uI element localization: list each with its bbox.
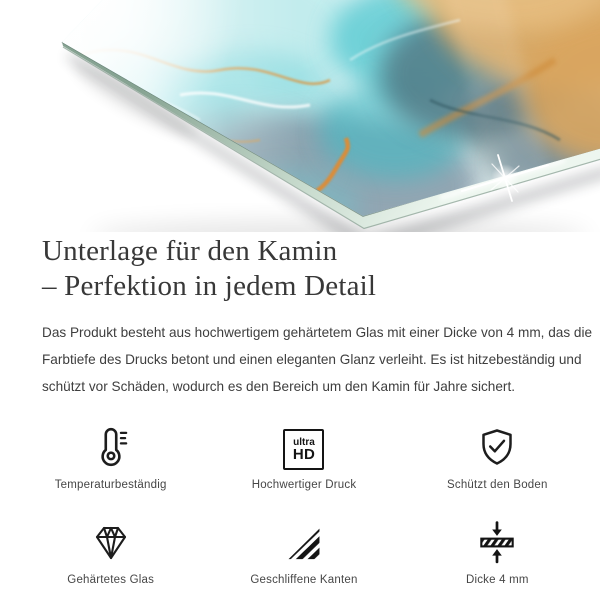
description-line: Farbtiefe des Drucks betont und einen eleganten Glanz verleiht. Es ist hitzebeständig und [42,352,582,367]
features-grid [14,420,594,586]
ultra-hd-icon [283,420,324,470]
feature-label: Dicke 4 mm [465,574,529,586]
feature-tempered-glass [14,515,207,586]
feature-label: Schützt den Boden [447,479,548,491]
compress-arrows-icon [474,515,520,565]
description-line: schützt vor Schäden, wodurch es den Bereich um den Kamin für Jahre sichert. [42,379,516,394]
description-line: Das Produkt besteht aus hochwertigem gehärtetem Glas mit einer Dicke von 4 mm, das die [42,325,593,340]
marble-glass-panel-illustration [0,0,600,232]
uhd-badge-top: ultra [293,436,315,448]
page-title-line1: Unterlage für den Kamin [42,235,338,267]
feature-label: Gehärtetes Glas [67,574,155,586]
thermometer-icon [88,420,134,470]
shield-check-icon [475,420,519,470]
product-description [42,319,593,400]
feature-protects-floor [401,420,594,491]
diamond-icon [89,515,133,565]
feature-temperature-resistant [14,420,207,491]
page-title-line2: – Perfektion in jedem Detail [42,270,377,302]
feature-high-quality-print [207,420,400,491]
uhd-badge-bottom: HD [292,445,316,463]
feature-label: Geschliffene Kanten [250,574,358,586]
feature-thickness-4mm [401,515,594,586]
striped-triangle-icon [284,515,324,565]
product-image [0,0,600,232]
feature-label: Temperaturbeständig [54,479,167,491]
page-title [42,234,570,304]
feature-polished-edges [207,515,400,586]
feature-label: Hochwertiger Druck [251,479,357,491]
